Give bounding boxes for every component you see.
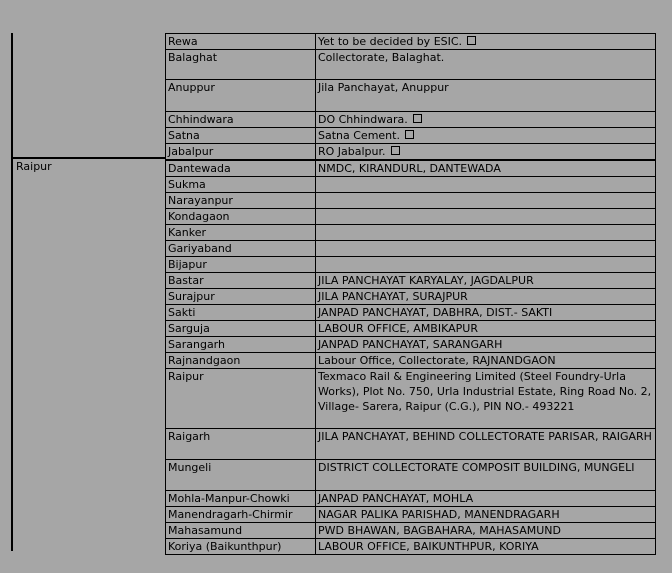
- table-row: [166, 273, 656, 289]
- district-office-table: [165, 33, 656, 555]
- office-text: Jila Panchayat, Anuppur: [318, 81, 449, 94]
- district-cell: Narayanpur: [166, 193, 316, 209]
- checkbox-glyph-icon: [391, 146, 400, 155]
- region-column-left-border: [11, 33, 13, 551]
- checkbox-glyph-icon: [467, 36, 476, 45]
- office-text: DISTRICT COLLECTORATE COMPOSIT BUILDING, MUNGELI: [318, 461, 635, 474]
- checkbox-glyph-icon: [413, 114, 422, 123]
- district-cell: Mohla-Manpur-Chowki: [166, 491, 316, 507]
- office-text: JILA PANCHAYAT, SURAJPUR: [318, 290, 468, 303]
- district-cell: Mahasamund: [166, 523, 316, 539]
- district-cell: Gariyaband: [166, 241, 316, 257]
- office-text: DO Chhindwara.: [318, 113, 408, 126]
- district-cell: Surajpur: [166, 289, 316, 305]
- district-cell: Sukma: [166, 177, 316, 193]
- office-cell: [316, 369, 656, 429]
- table-row: [166, 507, 656, 523]
- district-cell: Anuppur: [166, 80, 316, 112]
- office-text: Texmaco Rail & Engineering Limited (Steel Foundry-Urla Works), Plot No. 750, Urla Industrial Estate, Ring Road No. 2, Village- Sarera, Raipur (C.G.), PIN NO.- 493221: [318, 370, 652, 413]
- office-cell: [316, 257, 656, 273]
- table-row: [166, 34, 656, 50]
- office-cell: [316, 160, 656, 177]
- district-cell: Sarangarh: [166, 337, 316, 353]
- district-cell: Manendragarh-Chirmir: [166, 507, 316, 523]
- office-cell: [316, 353, 656, 369]
- table-row: [166, 241, 656, 257]
- table-row: [166, 209, 656, 225]
- district-cell: Balaghat: [166, 50, 316, 80]
- office-cell: [316, 112, 656, 128]
- office-cell: [316, 193, 656, 209]
- office-text: JANPAD PANCHAYAT, SARANGARH: [318, 338, 503, 351]
- office-cell: [316, 460, 656, 491]
- office-text: Collectorate, Balaghat.: [318, 51, 445, 64]
- office-text: JANPAD PANCHAYAT, MOHLA: [318, 492, 474, 505]
- office-text: JILA PANCHAYAT KARYALAY, JAGDALPUR: [318, 274, 534, 287]
- office-text: Satna Cement.: [318, 129, 400, 142]
- office-text: LABOUR OFFICE, BAIKUNTHPUR, KORIYA: [318, 540, 539, 553]
- office-cell: [316, 80, 656, 112]
- office-text: NAGAR PALIKA PARISHAD, MANENDRAGARH: [318, 508, 560, 521]
- district-cell: Raigarh: [166, 429, 316, 460]
- office-text: Yet to be decided by ESIC.: [318, 35, 463, 48]
- table-row: [166, 305, 656, 321]
- district-cell: Mungeli: [166, 460, 316, 491]
- table-row: [166, 50, 656, 80]
- district-cell: Raipur: [166, 369, 316, 429]
- office-cell: [316, 225, 656, 241]
- office-cell: [316, 305, 656, 321]
- office-cell: [316, 337, 656, 353]
- office-cell: [316, 321, 656, 337]
- office-cell: [316, 539, 656, 555]
- table-row: [166, 353, 656, 369]
- table-row: [166, 491, 656, 507]
- table-row: [166, 257, 656, 273]
- district-cell: Bijapur: [166, 257, 316, 273]
- checkbox-glyph-icon: [405, 130, 414, 139]
- table-row: [166, 112, 656, 128]
- table-row: [166, 321, 656, 337]
- office-cell: [316, 34, 656, 50]
- table-row: [166, 177, 656, 193]
- table-row: [166, 160, 656, 177]
- table-row: [166, 128, 656, 144]
- table-row: [166, 429, 656, 460]
- office-cell: [316, 289, 656, 305]
- office-text: JILA PANCHAYAT, BEHIND COLLECTORATE PARISAR, RAIGARH: [318, 430, 652, 443]
- office-cell: [316, 507, 656, 523]
- district-cell: Jabalpur: [166, 144, 316, 161]
- district-cell: Chhindwara: [166, 112, 316, 128]
- table-row: [166, 144, 656, 161]
- office-cell: [316, 241, 656, 257]
- office-cell: [316, 128, 656, 144]
- district-cell: Bastar: [166, 273, 316, 289]
- region-divider-line: [11, 157, 166, 159]
- office-cell: [316, 50, 656, 80]
- office-cell: [316, 177, 656, 193]
- office-text: NMDC, KIRANDURL, DANTEWADA: [318, 162, 501, 175]
- table-row: [166, 289, 656, 305]
- table-row: [166, 225, 656, 241]
- district-cell: Satna: [166, 128, 316, 144]
- district-cell: Rewa: [166, 34, 316, 50]
- office-cell: [316, 429, 656, 460]
- table-row: [166, 337, 656, 353]
- district-cell: Dantewada: [166, 160, 316, 177]
- office-text: Labour Office, Collectorate, RAJNANDGAON: [318, 354, 556, 367]
- table-row: [166, 193, 656, 209]
- table-row: [166, 80, 656, 112]
- district-cell: Kondagaon: [166, 209, 316, 225]
- office-text: JANPAD PANCHAYAT, DABHRA, DIST.- SAKTI: [318, 306, 553, 319]
- district-cell: Rajnandgaon: [166, 353, 316, 369]
- office-cell: [316, 273, 656, 289]
- office-text: RO Jabalpur.: [318, 145, 386, 158]
- table-row: [166, 523, 656, 539]
- district-cell: Sarguja: [166, 321, 316, 337]
- region-label-raipur: Raipur: [16, 160, 52, 173]
- office-cell: [316, 491, 656, 507]
- office-text: LABOUR OFFICE, AMBIKAPUR: [318, 322, 478, 335]
- office-cell: [316, 523, 656, 539]
- table-row: [166, 369, 656, 429]
- office-cell: [316, 144, 656, 161]
- office-cell: [316, 209, 656, 225]
- district-cell: Sakti: [166, 305, 316, 321]
- office-text: PWD BHAWAN, BAGBAHARA, MAHASAMUND: [318, 524, 561, 537]
- table-row: [166, 539, 656, 555]
- district-cell: Koriya (Baikunthpur): [166, 539, 316, 555]
- table-row: [166, 460, 656, 491]
- district-cell: Kanker: [166, 225, 316, 241]
